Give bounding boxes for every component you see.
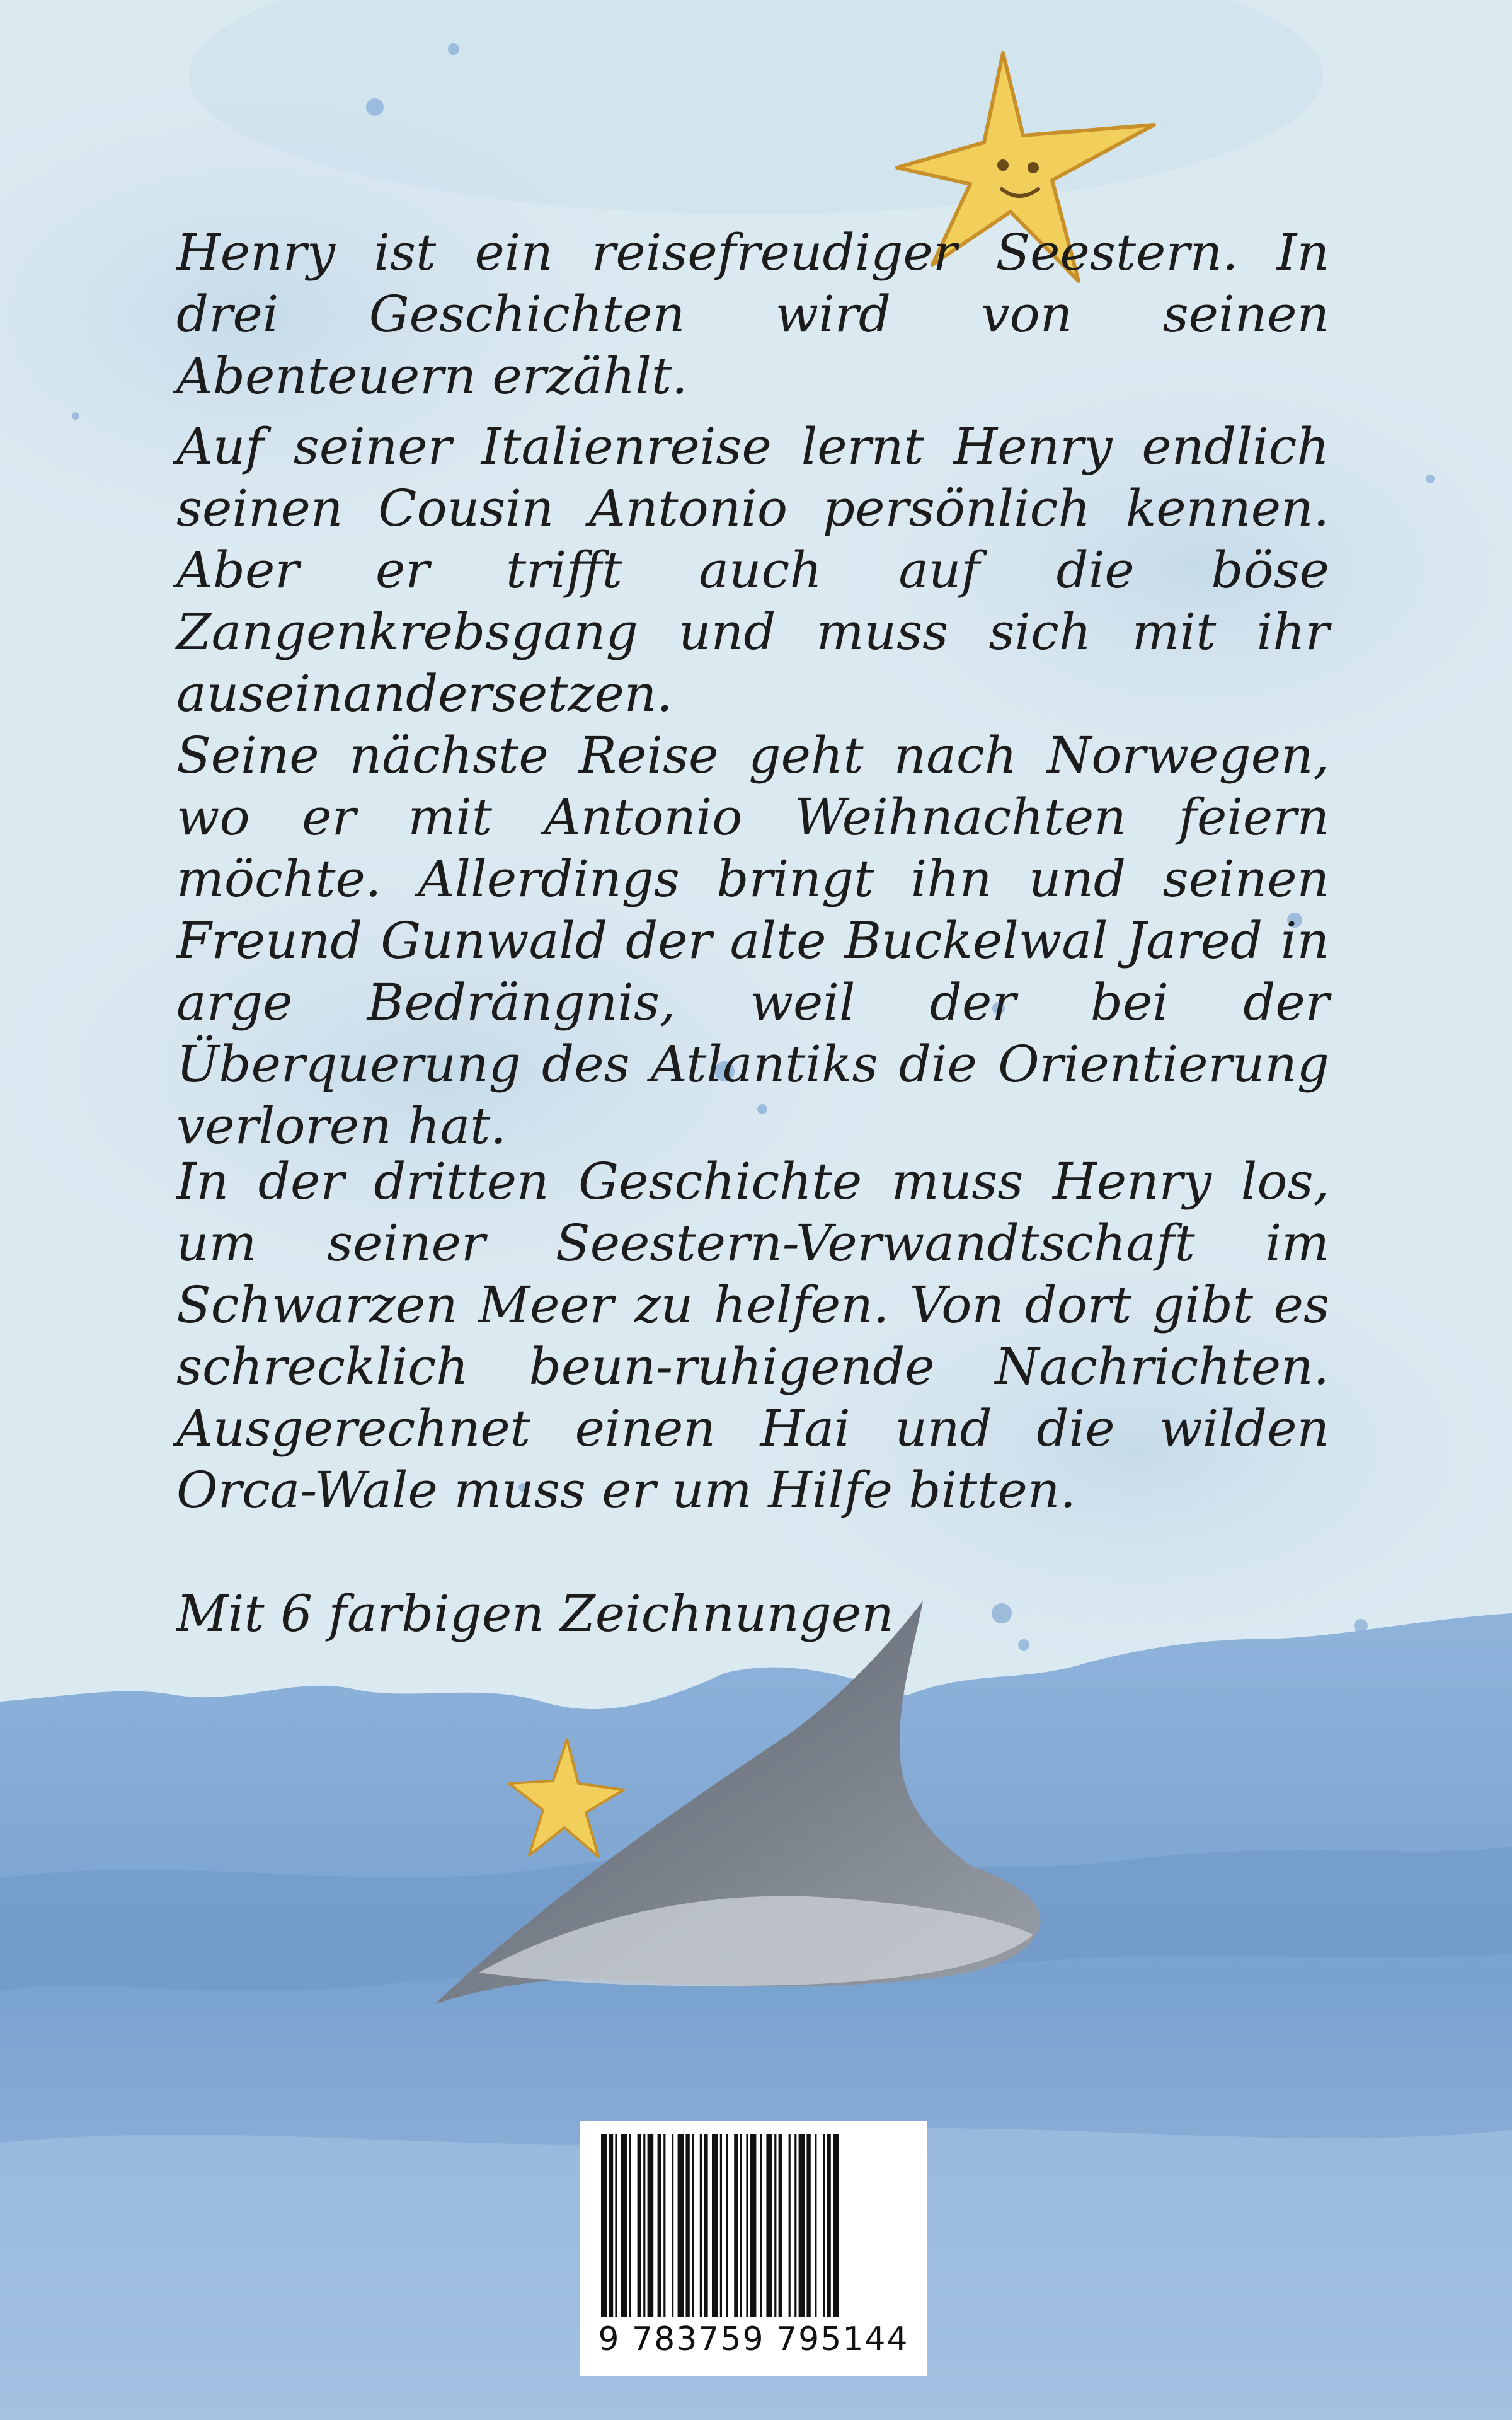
barcode-bar xyxy=(779,2134,782,2317)
barcode-bar xyxy=(658,2134,662,2317)
barcode-bar xyxy=(806,2134,810,2317)
barcode-bar xyxy=(663,2134,665,2317)
barcode-bar xyxy=(704,2134,707,2317)
barcode-bar xyxy=(615,2134,617,2317)
barcode-bar xyxy=(833,2134,839,2317)
blurb-paragraph-intro: Henry ist ein reisefreudiger Seestern. In drei Geschichten wird von seinen Abenteuern erzählt. xyxy=(176,223,1329,405)
barcode-bar xyxy=(799,2134,805,2317)
barcode-bar xyxy=(823,2134,825,2317)
barcode-bar xyxy=(621,2134,627,2317)
barcode-bar xyxy=(794,2134,796,2317)
blurb-illustrations-note: Mit 6 farbigen Zeichnungen xyxy=(176,1584,894,1643)
barcode-bar xyxy=(746,2134,748,2317)
blurb-paragraph-norway: Seine nächste Reise geht nach Norwegen, wo er mit Antonio Weihnachten feiern möchte. Allerdings bringt ihn und seinen Freund Gunwald der alte Buckelwal Jared in arge Bedrängnis, weil der bei der Überquerung des Atlantiks die Orientierung verloren hat. xyxy=(176,726,1329,1155)
barcode-bar xyxy=(643,2134,645,2317)
barcode-bar xyxy=(685,2134,689,2317)
barcode-bar xyxy=(629,2134,631,2317)
barcode-bar xyxy=(734,2134,738,2317)
barcode-bar xyxy=(700,2134,702,2317)
barcode-bar xyxy=(815,2134,816,2317)
barcode-bar xyxy=(672,2134,673,2317)
barcode-bar xyxy=(720,2134,722,2317)
barcode-bar xyxy=(648,2134,654,2317)
barcode-bar xyxy=(827,2134,830,2317)
isbn-barcode xyxy=(580,2121,927,2376)
barcode-bar xyxy=(760,2134,762,2317)
barcode-bar xyxy=(712,2134,718,2317)
barcode-bar xyxy=(766,2134,772,2317)
isbn-number: 9 783759 795144 xyxy=(598,2320,909,2358)
barcode-bar xyxy=(638,2134,641,2317)
barcode-bars xyxy=(601,2134,906,2317)
barcode-bar xyxy=(609,2134,613,2317)
barcode-bar xyxy=(678,2134,684,2317)
barcode-bar xyxy=(740,2134,742,2317)
blurb-paragraph-italy: Auf seiner Italienreise lernt Henry endlich seinen Cousin Antonio persönlich kennen. Aber er trifft auch auf die böse Zangenkrebsgang und muss sich mit ihr auseinandersetzen. xyxy=(176,417,1329,723)
barcode-bar xyxy=(789,2134,791,2317)
barcode-bar xyxy=(601,2134,607,2317)
blurb-paragraph-black-sea: In der dritten Geschichte muss Henry los, um seiner Seestern-Verwandtschaft im Schwarzen Meer zu helfen. Von dort gibt es schrecklich beun-ruhigende Nachrichten. Ausgerechnet einen Hai und die wilden Orca-Wale muss er um Hilfe bitten. xyxy=(176,1152,1329,1519)
barcode-bar xyxy=(750,2134,757,2317)
barcode-bar xyxy=(726,2134,728,2317)
barcode-bar xyxy=(774,2134,776,2317)
barcode-bar xyxy=(692,2134,694,2317)
